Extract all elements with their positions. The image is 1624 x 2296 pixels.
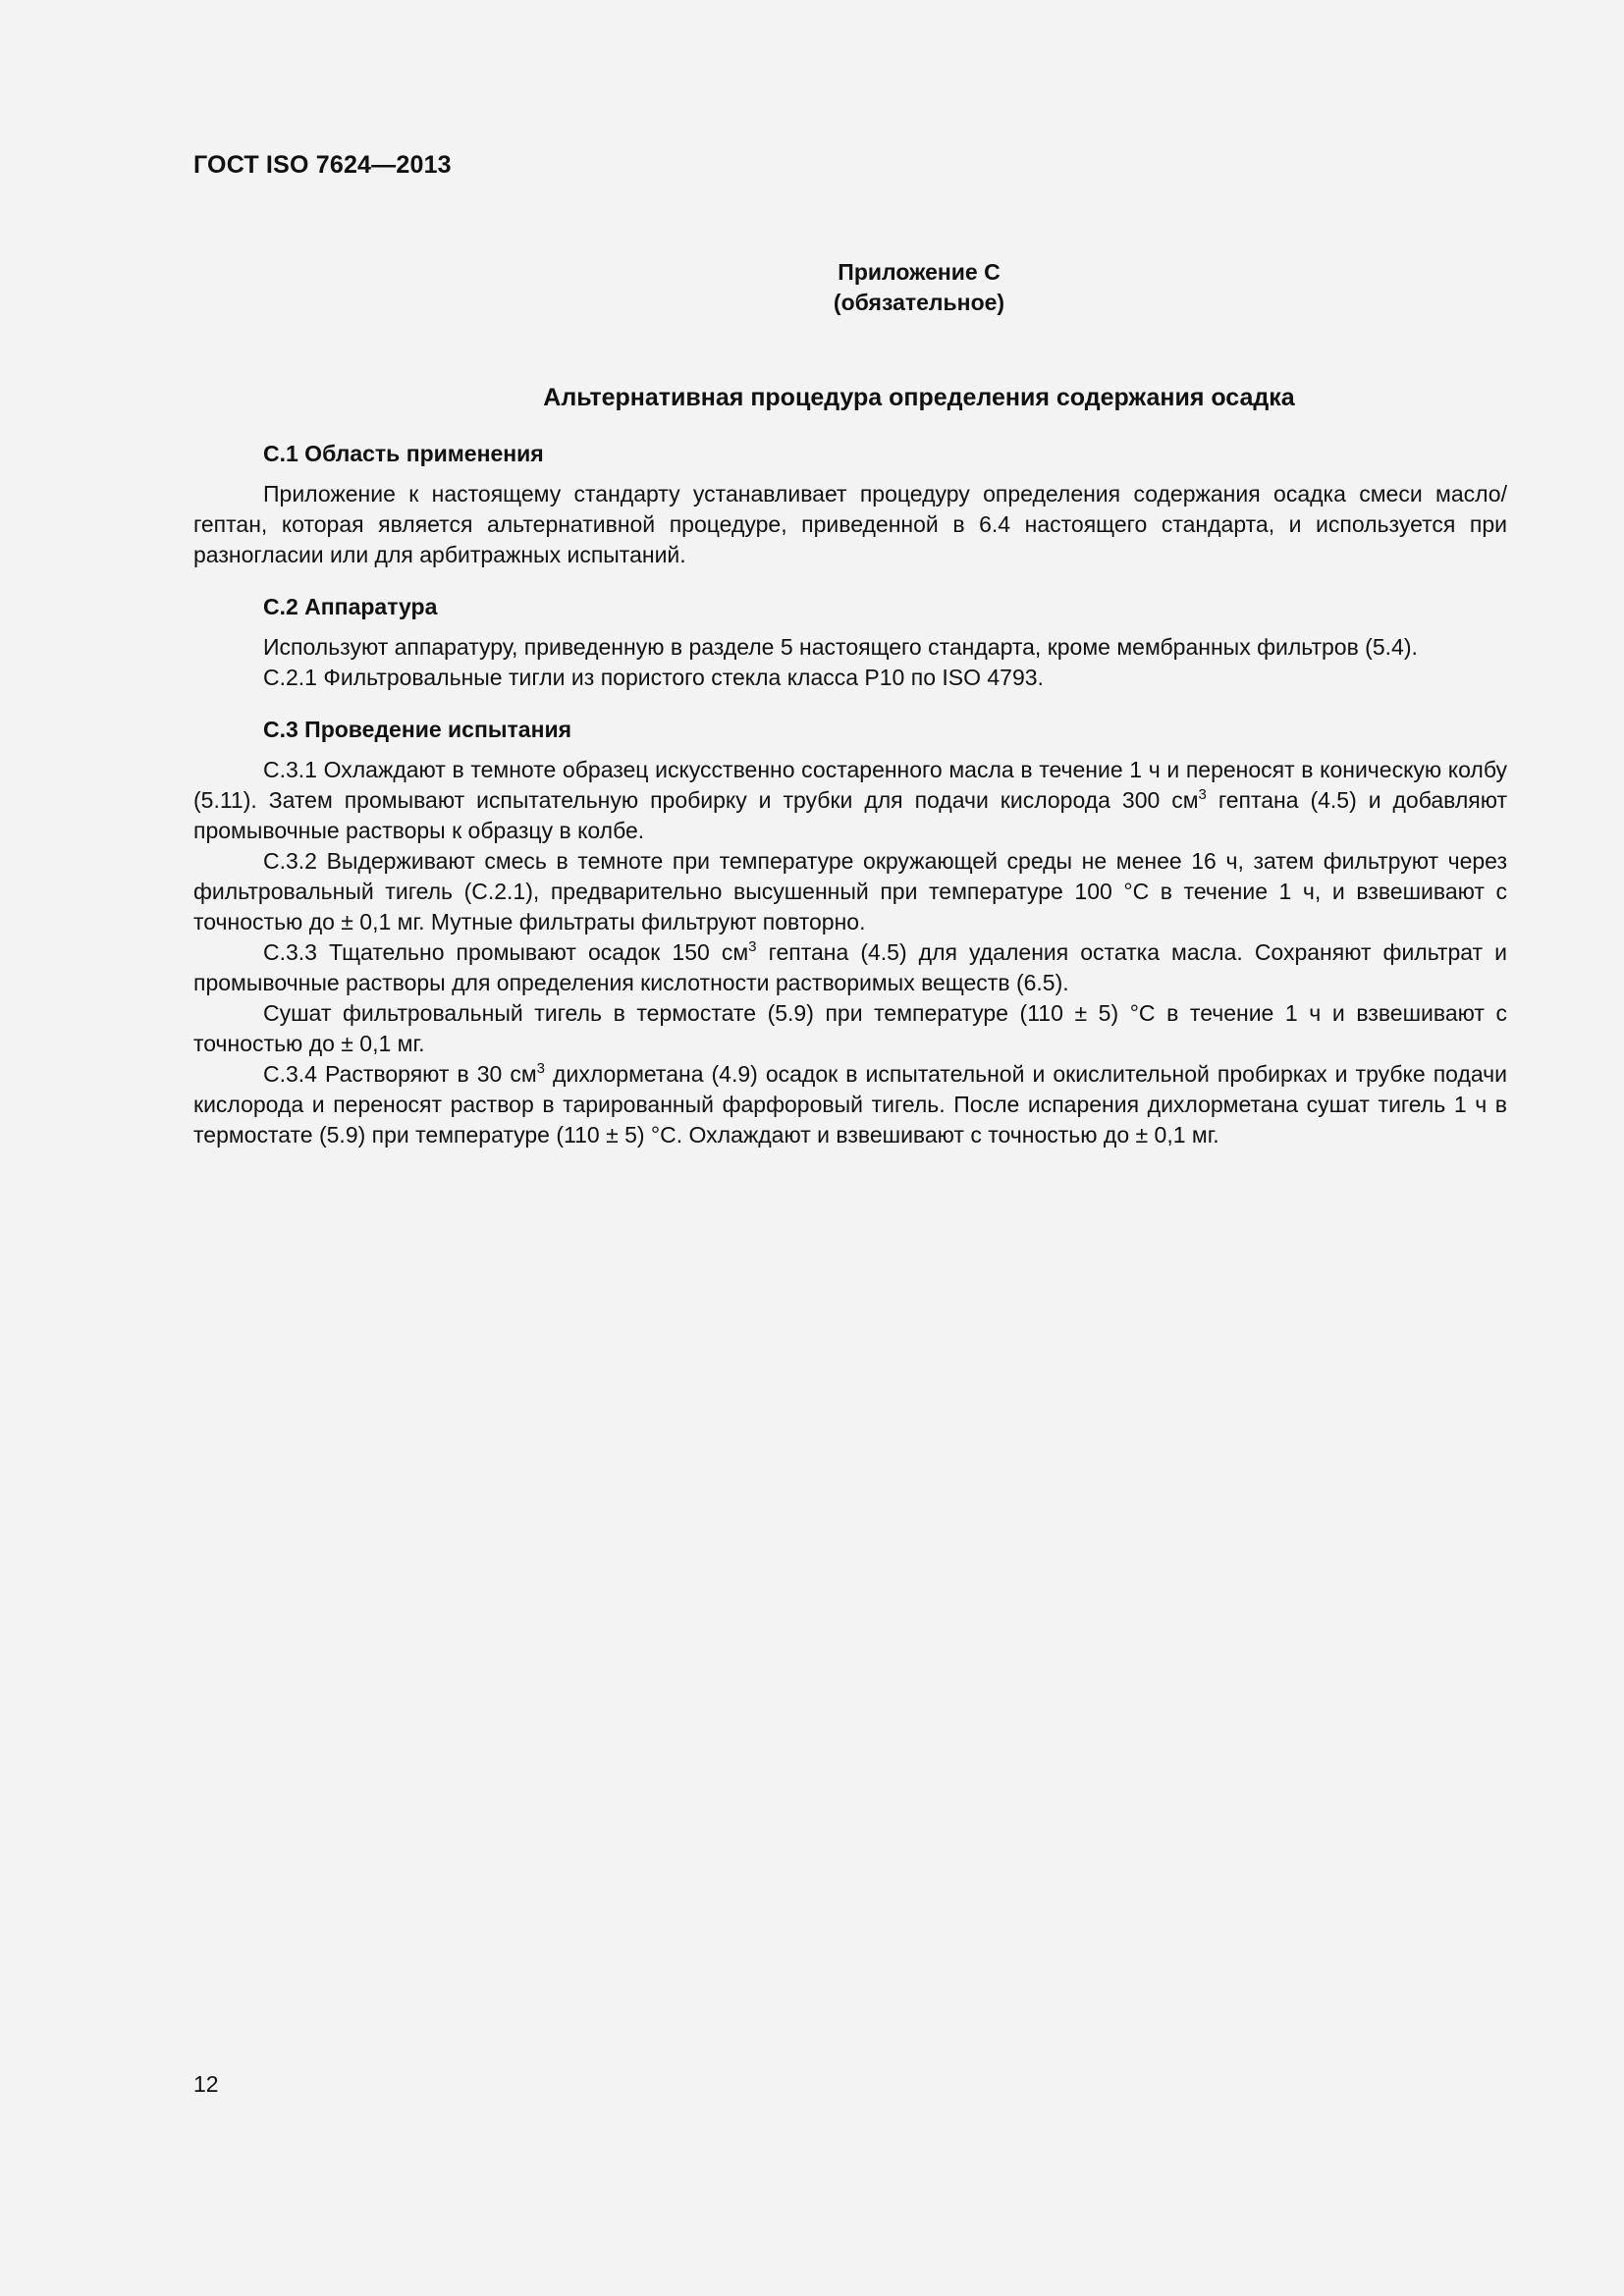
annex-heading xyxy=(331,257,1507,318)
paragraph-c3-4 xyxy=(193,1059,1507,1150)
annex-status: (обязательное) xyxy=(833,290,1005,315)
text-run: гептана (4.5) для удаления остатка масла. Сохраняют фильтрат и промывочные растворы для определения кислотности растворимых веществ (6.5). xyxy=(193,939,1507,995)
section-heading-c1: С.1 Область применения xyxy=(263,441,544,466)
section-heading-c3: С.3 Проведение испытания xyxy=(263,717,572,742)
paragraph-c3-3 xyxy=(193,937,1507,998)
paragraph-c3-1 xyxy=(193,755,1507,846)
text-run: С.3.1 Охлаждают в темноте образец искусственно состаренного масла в течение 1 ч и переносят в коническую колбу (5.11). Затем промывают испытательную пробирку и трубки для подачи кислорода 300 см xyxy=(193,757,1507,813)
superscript: 3 xyxy=(1198,786,1207,803)
paragraph-c1: Приложение к настоящему стандарту устанавливает процедуру определения содержания осадка смеси масло/гептан, которая является альтернативной процедуре, приведенной в 6.4 настоящего стандарта, и используется при разногласии или для арбитражных испытаний. xyxy=(193,481,1507,567)
text-run: дихлорметана (4.9) осадок в испытательной и окислительной пробирках и трубке подачи кислорода и переносят раствор в тарированный фарфоровый тигель. После испарения дихлорметана сушат тигель 1 ч в термостате (5.9) при температуре (110 ± 5) °С. Охлаждают и взвешивают с точностью до ± 0,1 мг. xyxy=(193,1061,1507,1148)
annex-label: Приложение С xyxy=(838,259,1001,285)
paragraph-c3-2: С.3.2 Выдерживают смесь в темноте при температуре окружающей среды не менее 16 ч, затем фильтруют через фильтровальный тигель (С.2.1), предварительно высушенный при температуре 100 °С в течение 1 ч, и взвешивают с точностью до ± 0,1 мг. Мутные фильтраты фильтруют повторно. xyxy=(193,848,1507,934)
document-page xyxy=(193,147,1507,1150)
annex-title: Альтернативная процедура определения содержания осадка xyxy=(543,384,1295,411)
standard-header: ГОСТ ISO 7624—2013 xyxy=(193,151,452,179)
page-number: 12 xyxy=(193,2071,219,2097)
section-heading-c2: С.2 Аппаратура xyxy=(263,594,438,619)
superscript: 3 xyxy=(748,938,757,955)
text-run: С.3.4 Растворяют в 30 см xyxy=(263,1061,537,1087)
paragraph-c2-1: С.2.1 Фильтровальные тигли из пористого стекла класса Р10 по ISO 4793. xyxy=(263,665,1044,690)
superscript: 3 xyxy=(536,1060,546,1077)
paragraph-c2: Используют аппаратуру, приведенную в разделе 5 настоящего стандарта, кроме мембранных фильтров (5.4). xyxy=(263,634,1418,660)
text-run: С.3.3 Тщательно промывают осадок 150 см xyxy=(263,939,749,965)
text-run: гептана (4.5) и добавляют промывочные растворы к образцу в колбе. xyxy=(193,787,1507,843)
paragraph-c3-3-drying: Сушат фильтровальный тигель в термостате (5.9) при температуре (110 ± 5) °С в течение 1 ч и взвешивают с точностью до ± 0,1 мг. xyxy=(193,1000,1507,1056)
